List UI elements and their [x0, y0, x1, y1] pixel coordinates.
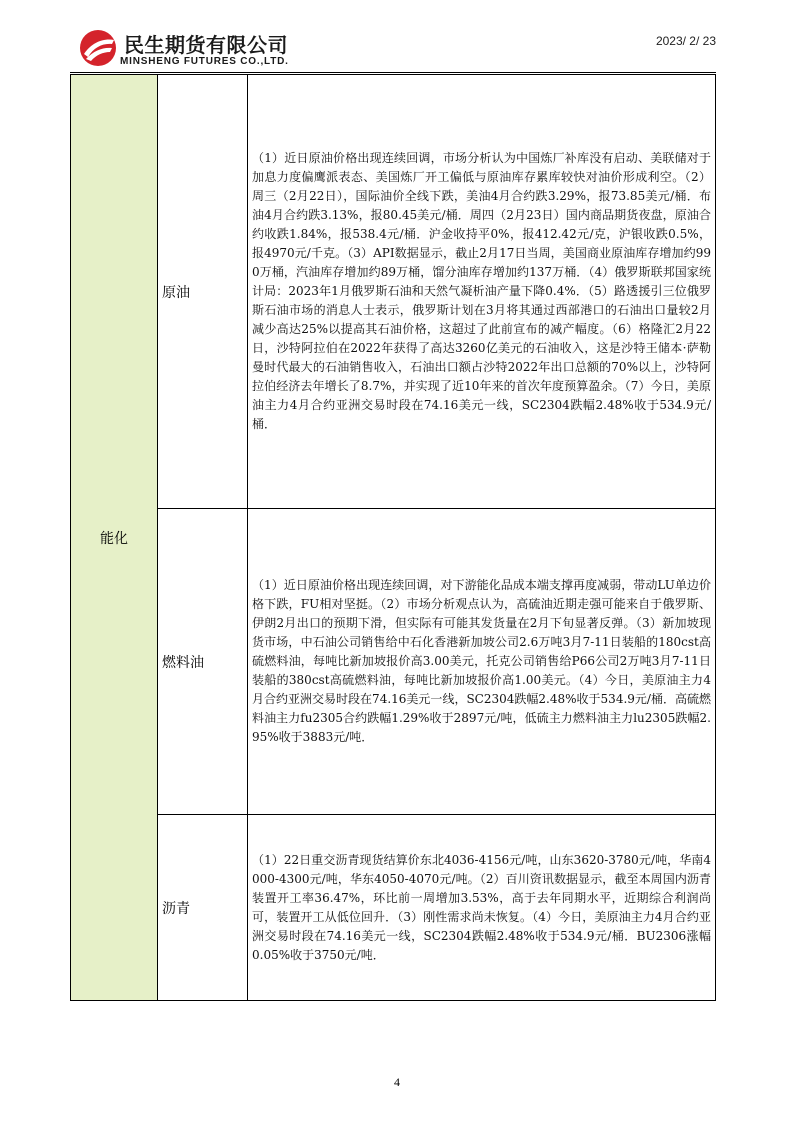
commodity-name: 沥青	[158, 815, 248, 1001]
table-row	[71, 509, 716, 815]
commodity-commentary: （1）近日原油价格出现连续回调，市场分析认为中国炼厂补库没有启动、美联储对于加息力度偏鹰派表态、美国炼厂开工偏低与原油库存累库较快对油价形成利空。（2） 周三（2月22日），国际油价全线下跌，美油4月合约跌3.29%，报73.85美元/桶．布油4月合约跌3.13%，报80.45美元/桶．周四（2月23日）国内商品期货夜盘，原油合约收跌1.84%，报538.4元/桶．沪金收持平0%，报412.42元/克，沪银收跌0.5%，报4970元/千克。（3）API数据显示，截止2月17日当周，美国商业原油库存增加约990万桶，汽油库存增加约89万桶，馏分油库存增加约137万桶．（4）俄罗斯联邦国家统计局：2023年1月俄罗斯石油和天然气凝析油产量下降0.4%．（5）路透援引三位俄罗斯石油市场的消息人士表示，俄罗斯计划在3月将其通过西部港口的石油出口量较2月减少高达25%以提高其石油价格，这超过了此前宣布的减产幅度。（6）格隆汇2月22日，沙特阿拉伯在2022年获得了高达3260亿美元的石油收入，这是沙特王储本·萨勒曼时代最大的石油销售收入，石油出口额占沙特2022年出口总额的70%以上，沙特阿拉伯经济去年增长了8.7%，并实现了近10年来的首次年度预算盈余。（7）今日，美原油主力4月合约亚洲交易时段在74.16美元一线，SC2304跌幅2.48%收于534.9元/桶．	[248, 75, 716, 509]
commodity-commentary: （1）22日重交沥青现货结算价东北4036-4156元/吨，山东3620-3780元/吨，华南4000-4300元/吨，华东4050-4070元/吨。（2）百川资讯数据显示，截至本周国内沥青装置开工率36.47%，环比前一周增加3.53%，高于去年同期水平，近期综合利润尚可，装置开工从低位回升．（3）刚性需求尚未恢复。（4）今日，美原油主力4月合约亚洲交易时段在74.16美元一线，SC2304跌幅2.48%收于534.9元/桶．BU2306涨幅0.05%收于3750元/吨．	[248, 815, 716, 1001]
header-divider	[70, 72, 716, 73]
commodity-name: 原油	[158, 75, 248, 509]
company-logo	[78, 26, 338, 74]
page-number: 4	[394, 1075, 400, 1089]
sector-cell: 能化	[71, 75, 158, 1001]
company-name-cn: 民生期货有限公司	[124, 33, 288, 57]
commodity-table	[70, 74, 716, 1001]
table-row	[71, 815, 716, 1001]
report-date: 2023/ 2/ 23	[655, 34, 716, 48]
minsheng-logo-icon	[78, 28, 118, 68]
commodity-name: 燃料油	[158, 509, 248, 815]
commodity-commentary: （1）近日原油价格出现连续回调，对下游能化品成本端支撑再度减弱，带动LU单边价格下跌，FU相对坚挺。（2）市场分析观点认为，高硫油近期走强可能来自于俄罗斯、伊朗2月出口的预期下滑，但实际有可能其发货量在2月下旬显著反弹。（3）新加坡现货市场，中石油公司销售给中石化香港新加坡公司2.6万吨3月7-11日装船的180cst高硫燃料油，每吨比新加坡报价高3.00美元，托克公司销售给P66公司2万吨3月7-11日装船的380cst高硫燃料油，每吨比新加坡报价高1.00美元。（4）今日，美原油主力4月合约亚洲交易时段在74.16美元一线，SC2304跌幅2.48%收于534.9元/桶．高硫燃料油主力fu2305合约跌幅1.29%收于2897元/吨，低硫主力燃料油主力lu2305跌幅2.95%收于3883元/吨．	[248, 509, 716, 815]
table-row	[71, 75, 716, 509]
company-name-en: MINSHENG FUTURES CO.,LTD.	[120, 56, 289, 67]
